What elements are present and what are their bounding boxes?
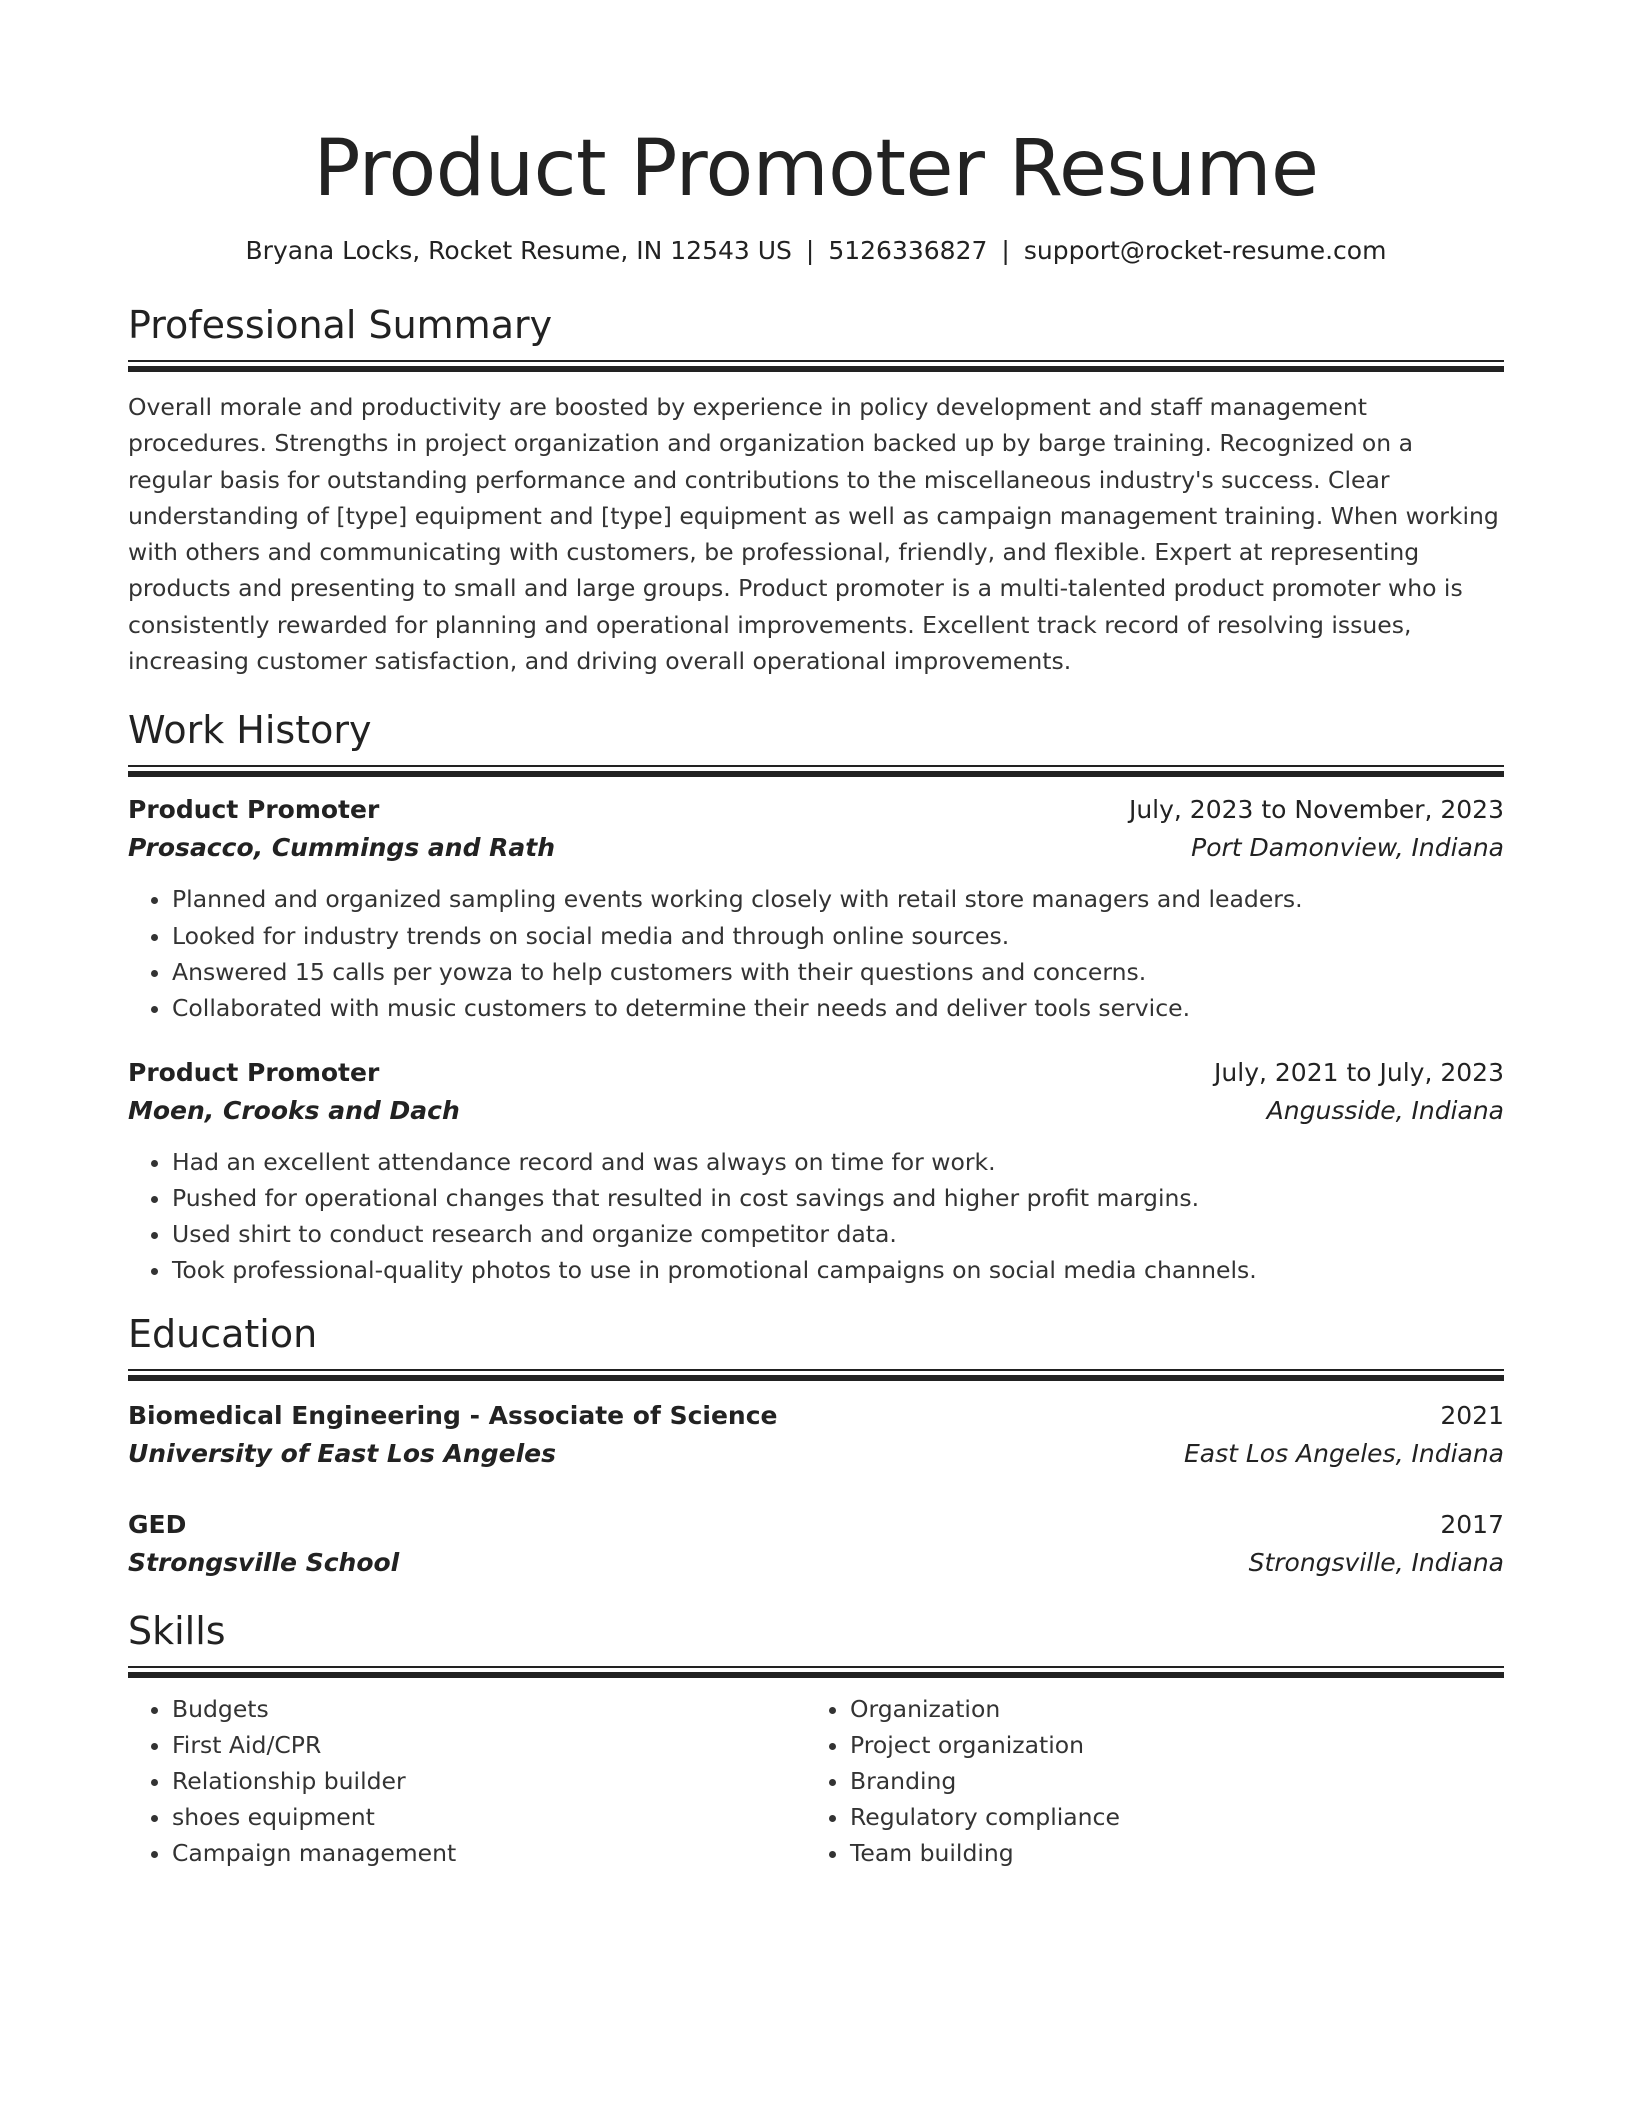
degree-name: GED [128, 1509, 187, 1539]
contact-line [128, 235, 1504, 267]
job-entry [128, 1054, 1504, 1289]
skills-section [128, 1608, 1504, 1871]
degree-name: Biomedical Engineering - Associate of Science [128, 1400, 778, 1430]
resume-page [128, 0, 1504, 1871]
section-divider [128, 1666, 1504, 1679]
contact-separator: | [805, 236, 815, 265]
skill-item: • Project organization [850, 1727, 1484, 1763]
skill-item: • Organization [850, 1691, 1484, 1727]
list-item: • Took professional-quality photos to use in promotional campaigns on social media channels. [172, 1252, 1504, 1288]
contact-phone: 5126336827 [828, 236, 988, 265]
graduation-year: 2021 [1440, 1400, 1504, 1430]
resume-title: Product Promoter Resume [313, 124, 1319, 214]
list-item: • Collaborated with music customers to determine their needs and deliver tools service. [172, 990, 1504, 1026]
company-name: Moen, Crooks and Dach [128, 1095, 460, 1125]
job-duties-list [128, 1144, 1504, 1289]
skill-item: • Team building [850, 1835, 1484, 1871]
job-entry [128, 791, 1504, 1026]
list-item: • Pushed for operational changes that resulted in cost savings and higher profit margins. [172, 1180, 1504, 1216]
skills-list-left [128, 1691, 806, 1871]
school-name: University of East Los Angeles [128, 1438, 556, 1468]
section-divider [128, 1369, 1504, 1382]
skill-item: • shoes equipment [172, 1799, 806, 1835]
school-location: Strongsville, Indiana [1248, 1547, 1504, 1577]
school-name: Strongsville School [128, 1547, 400, 1577]
job-location: Angusside, Indiana [1266, 1095, 1504, 1125]
contact-separator: | [1001, 236, 1010, 265]
education-section [128, 1311, 1504, 1582]
skill-item: • Relationship builder [172, 1763, 806, 1799]
summary-section [128, 302, 1504, 679]
section-heading-summary: Professional Summary [128, 303, 553, 347]
skill-item: • Regulatory compliance [850, 1799, 1484, 1835]
list-item: • Answered 15 calls per yowza to help customers with their questions and concerns. [172, 954, 1504, 990]
section-divider [128, 360, 1504, 373]
job-title: Product Promoter [128, 795, 380, 825]
contact-address: Bryana Locks, Rocket Resume, IN 12543 US [245, 236, 792, 265]
skill-item: • Campaign management [172, 1835, 806, 1871]
list-item: • Looked for industry trends on social media and through online sources. [172, 918, 1504, 954]
job-duties-list [128, 881, 1504, 1026]
graduation-year: 2017 [1440, 1509, 1504, 1539]
list-item: • Had an excellent attendance record and was always on time for work. [172, 1144, 1504, 1180]
job-title: Product Promoter [128, 1057, 380, 1087]
section-heading-work-history: Work History [128, 708, 372, 753]
company-name: Prosacco, Cummings and Rath [128, 833, 556, 863]
education-entry [128, 1397, 1504, 1473]
school-location: East Los Angeles, Indiana [1183, 1438, 1504, 1468]
education-entry [128, 1506, 1504, 1582]
job-location: Port Damonview, Indiana [1191, 833, 1504, 863]
work-history-section [128, 707, 1504, 1288]
skills-grid [128, 1691, 1504, 1871]
skill-item: • Budgets [172, 1691, 806, 1727]
skill-item: • First Aid/CPR [172, 1727, 806, 1763]
job-dates: July, 2023 to November, 2023 [1128, 795, 1504, 825]
contact-email: support@rocket-resume.com [1023, 236, 1387, 265]
skill-item: • Branding [850, 1763, 1484, 1799]
job-dates: July, 2021 to July, 2023 [1214, 1057, 1504, 1087]
skills-list-right [806, 1691, 1484, 1871]
section-heading-education: Education [128, 1311, 318, 1356]
summary-text: Overall morale and productivity are boosted by experience in policy development and staff management procedures. Strengths in project organization and organization backed up by barge training. Recognized on a regular basis for outstanding performance and contributions to the miscellaneous industry's success. Clear understanding of [type] equipment and [type] equipment as well as campaign management training. When working with others and communicating with customers, be professional, friendly, and flexible. Expert at representing products and presenting to small and large groups. Product promoter is a multi-talented product promoter who is consistently rewarded for planning and operational improvements. Excellent track record of resolving issues, increasing customer satisfaction, and driving overall operational improvements. [128, 393, 1499, 676]
list-item: • Planned and organized sampling events working closely with retail store managers and leaders. [172, 881, 1504, 917]
section-heading-skills: Skills [128, 1608, 226, 1653]
list-item: • Used shirt to conduct research and organize competitor data. [172, 1216, 1504, 1252]
section-divider [128, 765, 1504, 778]
